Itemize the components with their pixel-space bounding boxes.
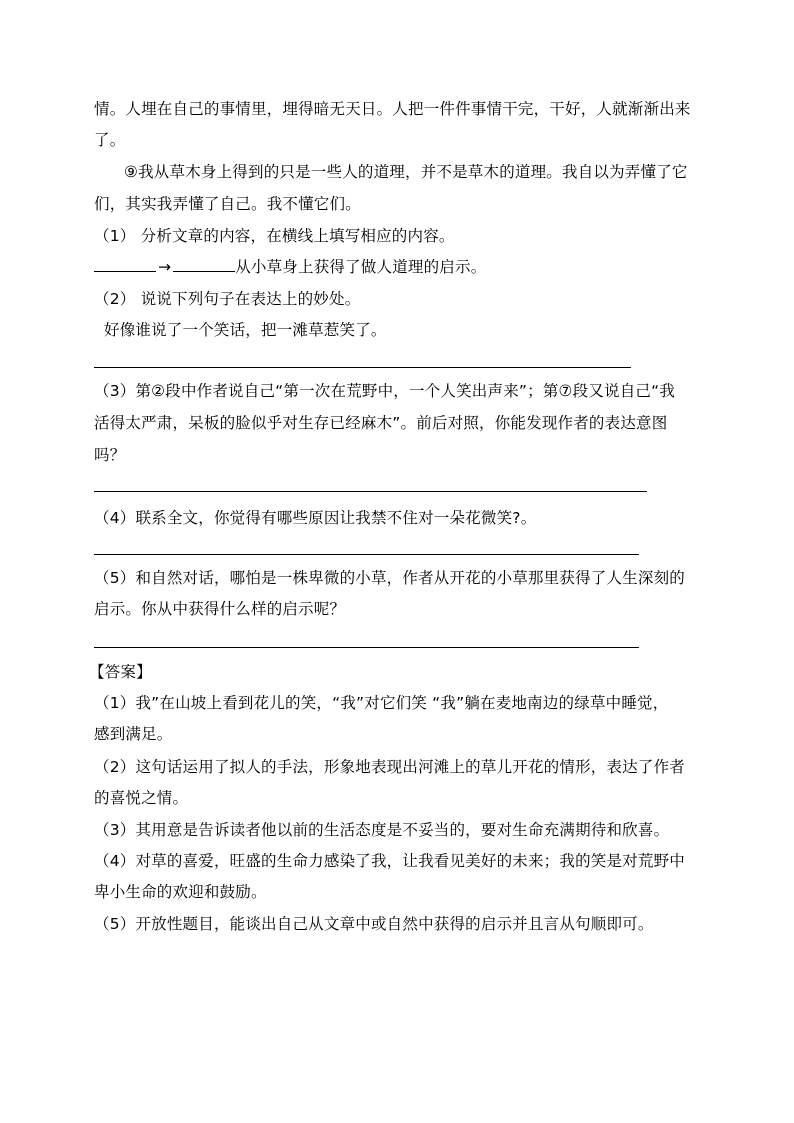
answer-5: （5）开放性题目，能谈出自己从文章中或自然中获得的启示并且言从句顺即可。 <box>94 915 654 933</box>
answer-1-line: （1）我”在山坡上看到花儿的笑，“我”对它们笑 “我”躺在麦地南边的绿草中睡觉， <box>94 694 669 712</box>
passage-line: 情。人埋在自己的事情里，埋得暗无天日。人把一件件事情干完，干好，人就渐渐出来 <box>94 100 691 118</box>
question-2-quote: 好像谁说了一个笑话，把一滩草惹笑了。 <box>104 321 387 339</box>
answer-3: （3）其用意是告诉读者他以前的生活态度是不妥当的，要对生命充满期待和欣喜。 <box>94 821 670 839</box>
paragraph-9-line: ⑨我从草木身上得到的只是一些人的道理，并不是草木的道理。我自以为弄懂了它 <box>124 163 688 181</box>
arrow-icon: → <box>158 258 172 276</box>
passage-line: 了。 <box>94 131 126 149</box>
answer-2-line: （2）这句话运用了拟人的手法，形象地表现出河滩上的草儿开花的情形，表达了作者 <box>94 758 685 776</box>
question-5-line: （5）和自然对话，哪怕是一株卑微的小草，作者从开花的小草那里获得了人生深刻的 <box>94 569 685 587</box>
answer-line-q4[interactable] <box>94 554 639 555</box>
answer-blank-1[interactable] <box>94 257 156 272</box>
answers-heading: 【答案】 <box>89 663 152 681</box>
question-3-line: （3）第②段中作者说自己“第一次在荒野中，一个人笑出声来”；第⑦段又说自己“我 <box>94 382 676 400</box>
question-5-line: 启示。你从中获得什么样的启示呢？ <box>94 600 346 618</box>
question-4: （4）联系全文，你觉得有哪些原因让我禁不住对一朵花微笑?。 <box>94 509 537 527</box>
answer-2-line: 的喜悦之情。 <box>94 789 189 807</box>
question-1-tail: 从小草身上获得了做人道理的启示。 <box>235 258 487 276</box>
answer-1-line: 感到满足。 <box>94 725 173 743</box>
answer-4-line: （4）对草的喜爱，旺盛的生命力感染了我，让我看见美好的未来；我的笑是对荒野中 <box>94 852 685 870</box>
answer-4-line: 卑小生命的欢迎和鼓励。 <box>94 883 267 901</box>
paragraph-9-line: 们，其实我弄懂了自己。我不懂它们。 <box>94 195 361 213</box>
question-1: （1） 分析文章的内容，在横线上填写相应的内容。 <box>94 227 455 245</box>
question-3-line: 活得太严肃，呆板的脸似乎对生存已经麻木”。前后对照，你能发现作者的表达意图 <box>94 414 668 432</box>
answer-line-q2[interactable] <box>94 367 631 368</box>
answer-blank-2[interactable] <box>173 257 235 272</box>
answer-line-q3[interactable] <box>94 491 647 492</box>
answer-line-q5[interactable] <box>94 647 639 648</box>
question-1-fill-row <box>94 257 486 277</box>
question-3-line: 吗？ <box>94 446 126 464</box>
question-2: （2） 说说下列句子在表达上的妙处。 <box>94 290 361 308</box>
